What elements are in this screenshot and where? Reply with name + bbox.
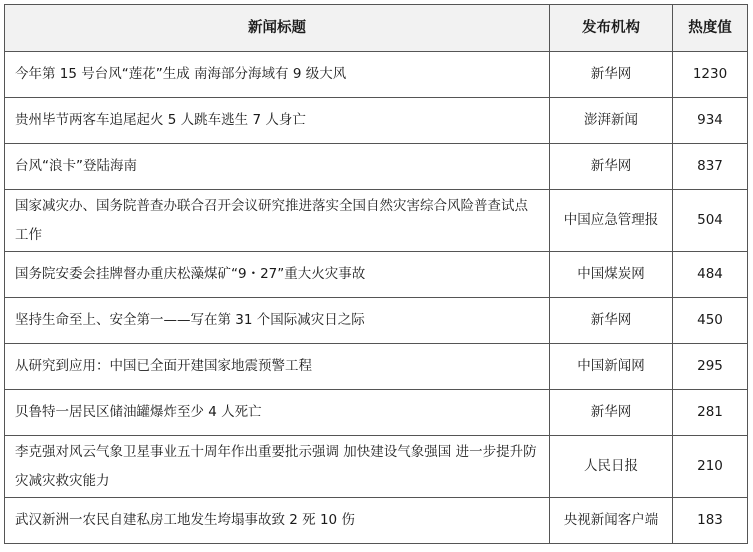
table-row (5, 498, 748, 544)
news-source: 新华网 (550, 298, 673, 344)
news-title: 贵州毕节两客车追尾起火 5 人跳车逃生 7 人身亡 (5, 98, 550, 144)
table-row (5, 344, 748, 390)
news-heat: 1230 (673, 52, 748, 98)
news-heat-table (4, 4, 748, 544)
news-source: 中国煤炭网 (550, 252, 673, 298)
news-source: 人民日报 (550, 436, 673, 498)
news-source: 央视新闻客户端 (550, 498, 673, 544)
news-heat: 504 (673, 190, 748, 252)
news-source: 新华网 (550, 52, 673, 98)
news-title: 国务院安委会挂牌督办重庆松藻煤矿“9・27”重大火灾事故 (5, 252, 550, 298)
news-title: 武汉新洲一农民自建私房工地发生垮塌事故致 2 死 10 伤 (5, 498, 550, 544)
news-heat: 281 (673, 390, 748, 436)
news-heat: 210 (673, 436, 748, 498)
news-heat: 183 (673, 498, 748, 544)
header-row (5, 5, 748, 52)
news-source: 新华网 (550, 144, 673, 190)
table-row (5, 190, 748, 252)
news-title: 坚持生命至上、安全第一——写在第 31 个国际减灾日之际 (5, 298, 550, 344)
header-source: 发布机构 (550, 5, 673, 52)
news-title: 国家减灾办、国务院普查办联合召开会议研究推进落实全国自然灾害综合风险普查试点工作 (5, 190, 550, 252)
table-body (5, 52, 748, 544)
header-heat: 热度值 (673, 5, 748, 52)
news-title: 今年第 15 号台风“莲花”生成 南海部分海域有 9 级大风 (5, 52, 550, 98)
table-row (5, 144, 748, 190)
news-table-container (4, 4, 747, 544)
news-heat: 934 (673, 98, 748, 144)
table-header (5, 5, 748, 52)
news-heat: 295 (673, 344, 748, 390)
news-heat: 450 (673, 298, 748, 344)
table-row (5, 436, 748, 498)
table-row (5, 52, 748, 98)
news-source: 中国新闻网 (550, 344, 673, 390)
table-row (5, 252, 748, 298)
news-title: 从研究到应用：中国已全面开建国家地震预警工程 (5, 344, 550, 390)
news-title: 台风“浪卡”登陆海南 (5, 144, 550, 190)
news-heat: 837 (673, 144, 748, 190)
news-heat: 484 (673, 252, 748, 298)
table-row (5, 298, 748, 344)
news-source: 澎湃新闻 (550, 98, 673, 144)
news-title: 李克强对风云气象卫星事业五十周年作出重要批示强调 加快建设气象强国 进一步提升防灾减灾救灾能力 (5, 436, 550, 498)
news-title: 贝鲁特一居民区储油罐爆炸至少 4 人死亡 (5, 390, 550, 436)
table-row (5, 390, 748, 436)
news-source: 中国应急管理报 (550, 190, 673, 252)
header-title: 新闻标题 (5, 5, 550, 52)
news-source: 新华网 (550, 390, 673, 436)
table-row (5, 98, 748, 144)
